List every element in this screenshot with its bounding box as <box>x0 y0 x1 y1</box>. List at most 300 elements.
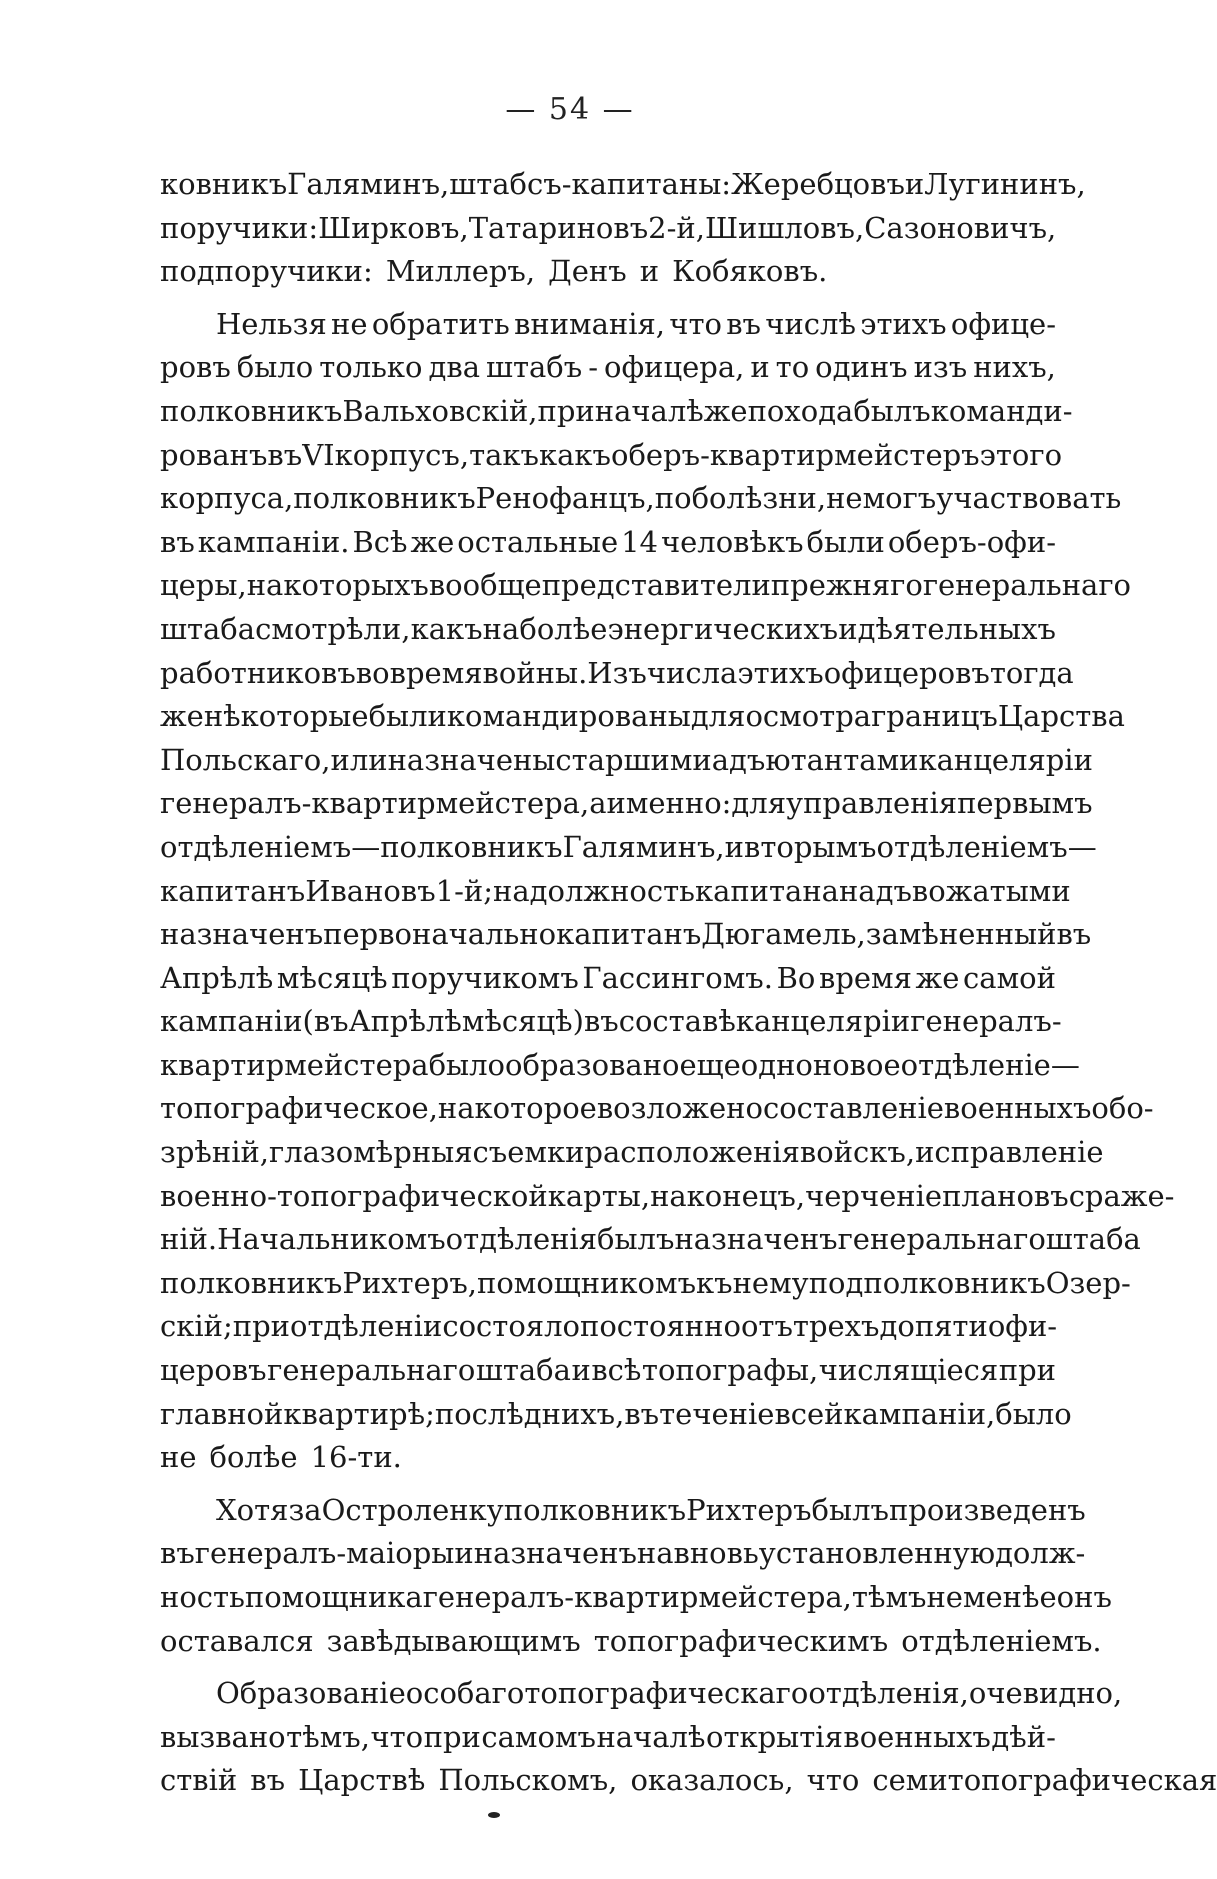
word: то <box>775 350 810 385</box>
word: оберъ-офи- <box>887 524 1056 559</box>
word: тѣмъ, <box>286 1719 370 1754</box>
word: числѣ <box>765 306 856 341</box>
word: отдѣленія <box>445 1222 598 1257</box>
word: самомъ <box>481 1719 596 1754</box>
word: тогда <box>989 655 1074 690</box>
word: составѣ <box>618 1004 736 1039</box>
word: помощника <box>244 1580 423 1614</box>
word: Шишловъ, <box>704 210 865 245</box>
word: же <box>915 960 960 995</box>
text-line <box>160 1620 1102 1664</box>
ink-spot <box>488 1812 500 1818</box>
word: похода <box>747 393 854 428</box>
word: болѣзни, <box>691 481 827 516</box>
text-line <box>160 782 1093 826</box>
word: военныхъ <box>843 1719 991 1754</box>
paragraph-gap <box>160 294 1056 303</box>
word: что <box>669 306 722 341</box>
word: съемки <box>472 1135 585 1170</box>
word: Лугининъ, <box>924 167 1086 201</box>
word: подполковникъ <box>808 1265 1046 1300</box>
word: скій; <box>160 1309 233 1344</box>
word: не <box>331 306 368 341</box>
word: Нельзя <box>216 306 327 341</box>
text-line <box>160 1131 1104 1175</box>
word: мѣсяцѣ) <box>461 1004 584 1039</box>
text-line <box>160 1576 1112 1620</box>
word: наконецъ, <box>650 1178 806 1213</box>
word: былъ <box>597 1222 675 1257</box>
word: топографическимъ <box>593 1623 889 1658</box>
word: къ <box>696 1265 733 1300</box>
word: участвовать <box>936 481 1122 516</box>
text-line <box>160 521 1056 565</box>
word: были <box>806 524 885 559</box>
word: и <box>571 1353 591 1388</box>
word: энергическихъ <box>607 611 839 646</box>
word: нѣкоторые <box>203 699 369 734</box>
word: въ <box>624 1396 660 1431</box>
word: церы, <box>160 568 247 603</box>
word: такъ <box>469 437 539 472</box>
word: а <box>589 786 607 821</box>
word: въ <box>160 1536 195 1571</box>
word: управленія <box>786 786 958 821</box>
word: теченіе <box>659 1396 775 1431</box>
text-line <box>160 695 1125 739</box>
paragraph-gap <box>160 1480 1056 1489</box>
word: началѣ <box>594 393 704 428</box>
word: завѣдывающимъ <box>326 1623 581 1658</box>
word: во <box>355 655 390 690</box>
text-line <box>160 390 1073 434</box>
word: вторымъ <box>744 829 877 864</box>
word: этихъ <box>860 306 947 341</box>
word: остальные <box>457 524 619 559</box>
word: кампаніи <box>160 1004 303 1039</box>
word: карты, <box>547 1178 651 1213</box>
text-line <box>160 608 1056 652</box>
word: семитопографическая <box>872 1763 1217 1798</box>
word: онъ <box>1056 1580 1112 1614</box>
word: для <box>731 786 786 821</box>
word: Во <box>776 960 816 995</box>
word: отдѣленіе— <box>900 1047 1080 1082</box>
word: какъ <box>410 611 483 646</box>
word: на <box>636 1536 674 1571</box>
word: и <box>639 254 660 289</box>
word: церовъ <box>160 1353 267 1388</box>
word: въ <box>726 306 762 341</box>
word: этихъ <box>737 655 824 690</box>
word: полковникъ <box>293 481 476 516</box>
word: очевидно, <box>968 1676 1123 1711</box>
word: зрѣній, <box>160 1135 270 1170</box>
word: корпусъ, <box>334 437 470 472</box>
word: по <box>654 481 692 516</box>
word: замѣненный <box>865 917 1057 952</box>
word: всѣ <box>591 1353 642 1388</box>
word: корпуса, <box>160 481 294 516</box>
word: человѣкъ <box>660 524 804 559</box>
word: былъ <box>811 1492 889 1527</box>
word: квартирмейстера <box>160 1047 429 1082</box>
text-line <box>160 1436 1056 1480</box>
word: пяти <box>914 1309 988 1344</box>
page-number: — 54 — <box>505 92 635 127</box>
word: Галяминъ, <box>562 829 725 864</box>
word: офи- <box>987 1309 1058 1344</box>
word: въ <box>267 437 303 472</box>
word: произведенъ <box>888 1492 1086 1527</box>
word: постоянно <box>579 1309 741 1344</box>
word: квартирѣ; <box>283 1396 435 1431</box>
word: отъ <box>740 1309 793 1344</box>
word: оставался <box>160 1623 314 1658</box>
word: Всѣ <box>352 524 408 559</box>
word: дѣй- <box>991 1719 1056 1754</box>
word: были <box>368 699 447 734</box>
text-line <box>160 346 1056 390</box>
word: Польскаго, <box>160 742 331 777</box>
word: канцеляріи <box>918 742 1093 777</box>
word: установленную <box>758 1536 996 1571</box>
text-line <box>160 1532 1086 1576</box>
word: до <box>879 1309 915 1344</box>
word: на <box>493 873 530 908</box>
word: еще <box>679 1047 741 1082</box>
text-line <box>160 957 1056 1001</box>
text-line <box>160 1349 1056 1393</box>
word: офицера, <box>603 350 745 385</box>
word: и <box>750 350 770 385</box>
word: два <box>428 350 480 385</box>
word: болѣе <box>209 1440 298 1475</box>
text-line <box>160 1759 1217 1803</box>
word: только <box>319 350 423 385</box>
body-text <box>160 163 1217 1803</box>
word: самой <box>963 960 1056 995</box>
word: Остроленку <box>321 1492 504 1527</box>
text-line <box>160 1087 1154 1131</box>
word: глазомѣрныя <box>269 1135 473 1170</box>
word: и <box>838 611 858 646</box>
word: особаго <box>405 1676 525 1711</box>
word: въ <box>250 1763 286 1798</box>
word: (въ <box>302 1004 349 1039</box>
text-line <box>160 1672 1123 1716</box>
word: не <box>826 481 863 516</box>
word: войны. <box>482 655 588 690</box>
word: прежняго <box>770 568 923 603</box>
text-line <box>160 207 1056 251</box>
word: числа <box>646 655 738 690</box>
word: капитана <box>694 873 839 908</box>
word: Галяминъ, <box>287 167 450 201</box>
word: Татариновъ <box>468 210 649 245</box>
word: поручикомъ <box>391 960 579 995</box>
word: 16-ти. <box>310 1440 402 1475</box>
word: вновь <box>673 1536 759 1571</box>
word: Царства <box>997 699 1125 734</box>
word: Польскомъ, <box>438 1763 618 1798</box>
text-line <box>160 1305 1056 1349</box>
word: капитанъ <box>160 873 306 908</box>
word: первымъ <box>957 786 1093 821</box>
word: Жеребцовъ <box>731 167 905 201</box>
text-line <box>160 652 1074 696</box>
word: было <box>236 350 314 385</box>
word: Рихтеръ <box>686 1492 812 1527</box>
word: болѣе <box>519 611 608 646</box>
text-line <box>160 1262 1131 1306</box>
word: обо- <box>1091 1091 1154 1126</box>
word: при <box>232 1309 290 1344</box>
word: или <box>330 742 388 777</box>
word: Миллеръ, <box>385 254 536 289</box>
word: и <box>454 1536 474 1571</box>
word: топографическое, <box>160 1091 438 1126</box>
word: не <box>160 1440 197 1475</box>
word: ковникъ <box>160 167 288 201</box>
word: при <box>537 393 595 428</box>
word: и <box>724 829 744 864</box>
word: оберъ-квартирмейстеръ <box>610 437 980 472</box>
word: канцеляріи <box>735 1004 911 1039</box>
text-line <box>160 1393 1072 1437</box>
word: помощникомъ <box>477 1265 697 1300</box>
word: смотрѣли, <box>255 611 411 646</box>
word: одно <box>740 1047 813 1082</box>
word: отдѣленіи <box>289 1309 443 1344</box>
word: въ <box>160 524 195 559</box>
word: расположенія <box>584 1135 800 1170</box>
word: обратить <box>371 306 510 341</box>
word: могъ <box>862 481 937 516</box>
word: генералъ-квартирмейстера, <box>422 1580 852 1614</box>
word: вниманія, <box>514 306 666 341</box>
word: Начальникомъ <box>217 1222 446 1257</box>
word: назначенъ <box>160 917 324 952</box>
word: генеральнаго <box>922 568 1131 603</box>
word: за <box>288 1492 322 1527</box>
text-line <box>160 477 1122 521</box>
word: же <box>703 393 748 428</box>
word: изъ <box>913 350 968 385</box>
word: въ <box>1056 917 1092 952</box>
word: сраже- <box>1068 1178 1175 1213</box>
word: 1-й; <box>435 873 494 908</box>
word: образовано <box>505 1047 680 1082</box>
word: офице- <box>950 306 1056 341</box>
word: ній. <box>160 1222 218 1257</box>
word: открытія <box>705 1719 843 1754</box>
word: полковникъ <box>503 1492 687 1527</box>
word: Ренофанцъ, <box>475 481 655 516</box>
word: что <box>370 1719 424 1754</box>
word: адъютантами <box>711 742 919 777</box>
word: числящіеся <box>818 1353 999 1388</box>
word: генералъ-маіоры <box>194 1536 455 1571</box>
text-line <box>160 870 1071 914</box>
text-line <box>160 1175 1175 1219</box>
word: для <box>690 699 746 734</box>
text-line <box>160 303 1056 347</box>
word: послѣднихъ, <box>434 1396 625 1431</box>
word: на <box>482 611 520 646</box>
word: главной <box>160 1396 284 1431</box>
word: должность <box>529 873 695 908</box>
word: 14 <box>621 524 658 559</box>
word: штаба <box>475 1353 571 1388</box>
word: Вальховскій, <box>342 393 538 428</box>
word: новое <box>812 1047 901 1082</box>
word: черченіе <box>805 1178 943 1213</box>
word: при <box>423 1719 481 1754</box>
text-line <box>160 1489 1086 1533</box>
text-line <box>160 913 1092 957</box>
word: Сазоновичъ, <box>864 210 1057 245</box>
word: на <box>437 1091 475 1126</box>
text-line <box>160 250 1056 294</box>
word: менѣе <box>962 1580 1057 1614</box>
word: генеральнаго <box>267 1353 476 1388</box>
word: VI <box>302 437 335 472</box>
word: Хотя <box>216 1492 289 1527</box>
word: Апрѣлѣ <box>160 960 274 995</box>
word: надъ <box>838 873 912 908</box>
word: войскъ, <box>799 1135 916 1170</box>
paragraph-gap <box>160 1663 1056 1672</box>
word: штабсъ-капитаны: <box>449 167 732 201</box>
word: тѣмъ <box>851 1580 927 1614</box>
word: границъ <box>871 699 998 734</box>
word: генералъ-квартирмейстера, <box>160 786 590 821</box>
word: работниковъ <box>160 655 356 690</box>
word: былъ <box>853 393 931 428</box>
word: поручики: <box>160 210 319 245</box>
word: генералъ- <box>910 1004 1062 1039</box>
text-line <box>160 1000 1062 1044</box>
word: кампаніи, <box>843 1396 996 1431</box>
word: не <box>926 1580 963 1614</box>
word: первоначально <box>323 917 557 952</box>
word: представители <box>541 568 771 603</box>
word: назначенъ <box>473 1536 637 1571</box>
word: время <box>389 655 483 690</box>
word: штаба <box>160 611 256 646</box>
word: топографическаго <box>524 1676 809 1711</box>
word: рованъ <box>160 437 268 472</box>
word: 2-й, <box>648 210 705 245</box>
word: именно: <box>606 786 732 821</box>
word: какъ <box>538 437 611 472</box>
word: Озер- <box>1045 1265 1131 1300</box>
word: было <box>995 1396 1072 1431</box>
word: Рихтеръ, <box>342 1265 477 1300</box>
word: военно-топографической <box>160 1178 548 1213</box>
word: генеральнаго <box>837 1222 1046 1257</box>
word: Апрѣлѣ <box>348 1004 462 1039</box>
word: которыхъ <box>283 568 429 603</box>
word: штаба <box>1045 1222 1141 1257</box>
word: осмотра <box>745 699 872 734</box>
word: капитанъ <box>556 917 702 952</box>
word: время <box>819 960 912 995</box>
word: подпоручики: <box>160 254 373 289</box>
word: одинъ <box>815 350 908 385</box>
word: долж- <box>995 1536 1086 1571</box>
word: ность <box>160 1580 245 1614</box>
word: кампаніи. <box>197 524 350 559</box>
word: полковникъ <box>160 393 343 428</box>
word: началѣ <box>596 1719 706 1754</box>
word: всей <box>774 1396 844 1431</box>
text-line <box>160 739 1093 783</box>
word: было <box>428 1047 506 1082</box>
word: Ивановъ <box>305 873 436 908</box>
word: которое <box>474 1091 597 1126</box>
word: вообще <box>428 568 542 603</box>
word: ствій <box>160 1763 238 1798</box>
word: состояло <box>442 1309 580 1344</box>
word: отдѣленіемъ. <box>901 1623 1102 1658</box>
word: отдѣленіемъ—полковникъ <box>160 829 563 864</box>
word: этого <box>979 437 1063 472</box>
word: же <box>160 699 204 734</box>
word: исправленіе <box>915 1135 1104 1170</box>
word: офицеровъ <box>823 655 990 690</box>
word: оказалось, <box>630 1763 794 1798</box>
word: мѣсяцѣ <box>276 960 388 995</box>
text-line <box>160 1044 1080 1088</box>
word: Дюгамель, <box>701 917 866 952</box>
word: и <box>904 167 925 201</box>
word: трехъ <box>792 1309 880 1344</box>
word: же <box>410 524 455 559</box>
word: дѣятельныхъ <box>857 611 1056 646</box>
text-line <box>160 1716 1056 1760</box>
word: при <box>998 1353 1056 1388</box>
word: отдѣленія, <box>808 1676 969 1711</box>
word: Денъ <box>548 254 627 289</box>
text-line <box>160 826 1097 870</box>
word: Кобяковъ. <box>672 254 828 289</box>
word: военныхъ <box>943 1091 1092 1126</box>
word: ровъ <box>160 350 231 385</box>
word: назначенъ <box>674 1222 838 1257</box>
word: возложено <box>596 1091 763 1126</box>
word: составленіе <box>762 1091 944 1126</box>
text-line <box>160 434 1063 478</box>
word: командированы <box>446 699 691 734</box>
word: старшими <box>555 742 712 777</box>
word: топографы, <box>641 1353 819 1388</box>
word: назначены <box>387 742 556 777</box>
text-line <box>160 564 1131 608</box>
word: штабъ <box>485 350 583 385</box>
word: вызвано <box>160 1719 286 1754</box>
word: вожатыми <box>911 873 1071 908</box>
text-line <box>160 163 1086 207</box>
word: Царствѣ <box>298 1763 426 1798</box>
word: Образованіе <box>216 1676 406 1711</box>
word: на <box>246 568 284 603</box>
word: что <box>806 1763 860 1798</box>
word: плановъ <box>942 1178 1069 1213</box>
word: - <box>588 350 598 385</box>
word: нихъ, <box>973 350 1056 385</box>
